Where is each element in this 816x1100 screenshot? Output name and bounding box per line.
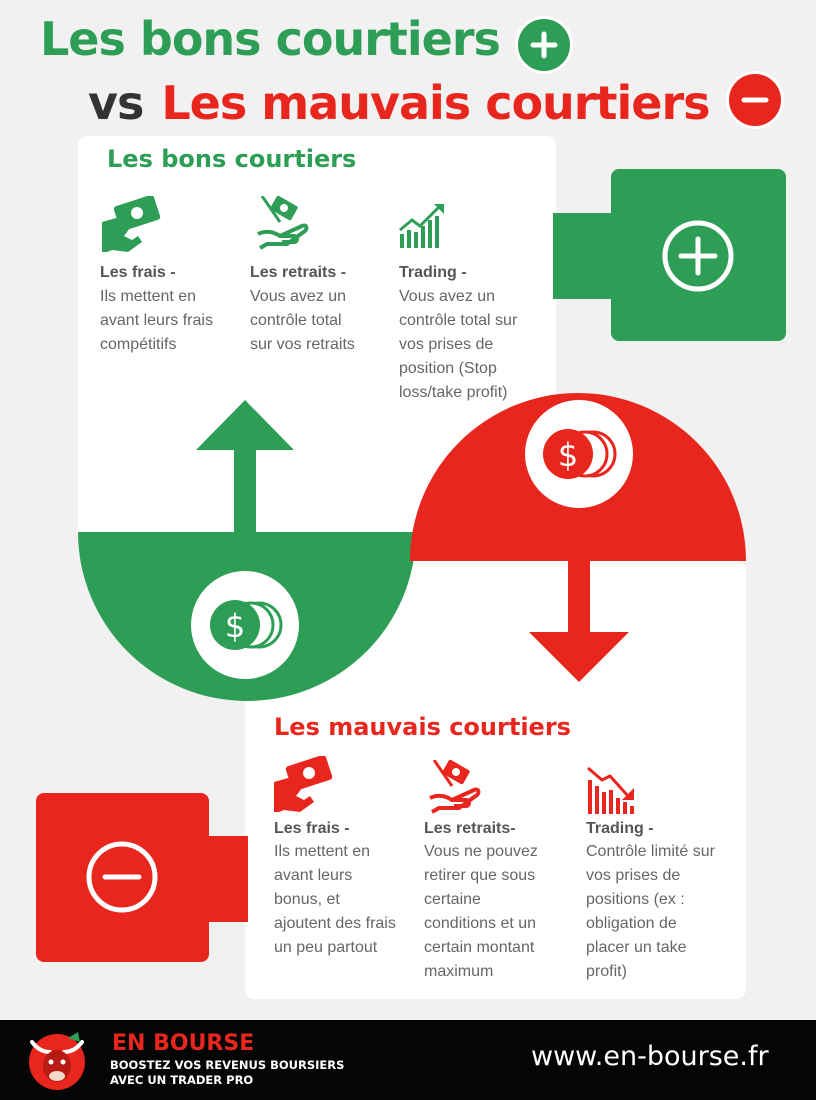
website-link[interactable]: www.en-bourse.fr	[531, 1041, 769, 1072]
good-col-trading-text: Vous avez un contrôle total sur vos prises de position (Stop loss/take profit)	[399, 288, 518, 401]
brand-name: EN BOURSE	[112, 1031, 255, 1056]
red-coins-icon	[525, 400, 633, 508]
bad-col-withdrawals-text: Vous ne pouvez retirer que sous certaine conditions et un certain montant maximum	[424, 843, 538, 980]
money-hand-icon	[272, 756, 334, 812]
svg-text:$: $	[224, 607, 246, 645]
good-col-withdrawals-text: Vous avez un contrôle total sur vos retraits	[250, 288, 355, 353]
good-col-withdrawals-heading: Les retraits -	[250, 264, 347, 281]
good-col-fees-text: Ils mettent en avant leurs frais compétitifs	[100, 288, 213, 353]
title-good-text: Les bons courtiers	[40, 12, 500, 66]
title-bad-text: Les mauvais courtiers	[161, 76, 710, 130]
bad-col-trading-heading: Trading -	[586, 820, 654, 837]
withdrawal-hand-icon	[426, 760, 482, 816]
good-col-fees-heading: Les frais -	[100, 264, 176, 281]
bad-col-fees-heading: Les frais -	[274, 820, 350, 837]
svg-text:$: $	[557, 436, 579, 474]
green-up-arrow-icon	[196, 400, 294, 536]
bull-logo-icon	[24, 1028, 90, 1092]
chart-down-icon	[586, 764, 638, 816]
bad-card-title: Les mauvais courtiers	[274, 713, 571, 741]
title-vs: vs	[88, 76, 144, 130]
red-down-arrow-icon	[529, 555, 629, 682]
bad-col-withdrawals-heading: Les retraits-	[424, 820, 516, 837]
brand-tagline-2: AVEC UN TRADER PRO	[110, 1073, 254, 1087]
good-card-title: Les bons courtiers	[107, 145, 357, 173]
green-coins-icon	[191, 571, 299, 679]
bad-col-fees-text: Ils mettent en avant leurs bonus, et ajoutent des frais un peu partout	[274, 843, 396, 956]
brand-tagline-1: BOOSTEZ VOS REVENUS BOURSIERS	[110, 1058, 345, 1072]
bad-col-trading-text: Contrôle limité sur vos prises de positions (ex : obligation de placer un take profit)	[586, 843, 715, 980]
good-col-trading-heading: Trading -	[399, 264, 467, 281]
